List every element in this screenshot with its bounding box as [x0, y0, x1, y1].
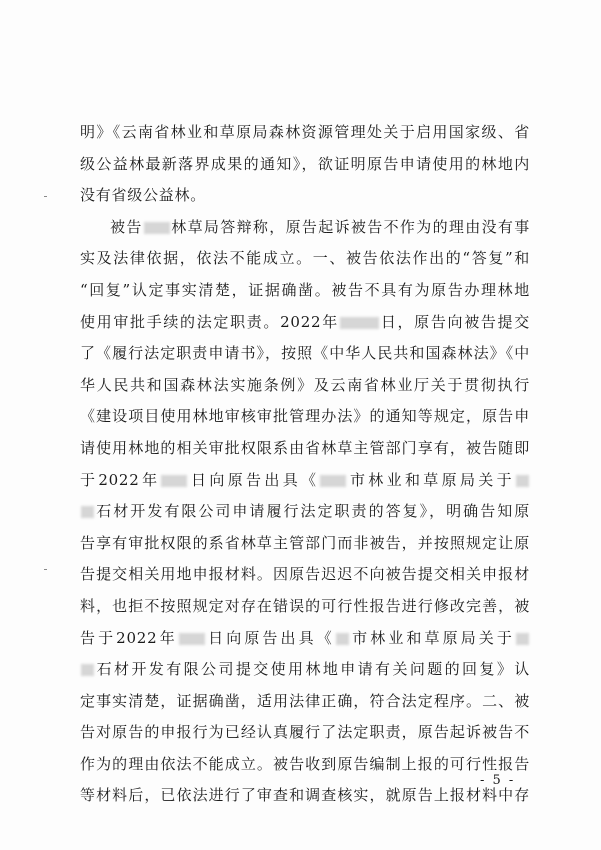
redacted-text [516, 475, 529, 487]
text-line: 等材料后，已依法进行了审查和调查核实，就原告上报材料中存 [80, 786, 530, 805]
text-line: 料，也拒不按照规定对存在错误的可行性报告进行修改完善，被 [80, 596, 530, 615]
text-line: 告提交相关用地申报材料。因原告迟迟不向被告提交相关申报材 [80, 565, 530, 584]
text-line: 没有省级公益林。 [80, 186, 207, 205]
redacted-text [336, 633, 349, 645]
text-line: “回复”认定事实清楚，证据确凿。被告不具有为原告办理林地 [80, 280, 530, 299]
redacted-text [340, 317, 379, 329]
redacted-text [81, 506, 94, 518]
redacted-text [179, 633, 205, 645]
text-line: 了《履行法定职责申请书》，按照《中华人民共和国森林法》《中 [80, 344, 530, 363]
body-text [80, 117, 530, 812]
page-number: - 5 - [480, 773, 516, 788]
text-line: 作为的理由依法不能成立。被告收到原告编制上报的可行性报告 [80, 754, 530, 773]
redacted-text [161, 475, 187, 487]
redacted-text [516, 633, 529, 645]
text-line: 告享有审批权限的系省林草主管部门而非被告，并按照规定让原 [80, 533, 530, 552]
text-line: 实及法律依据，依法不能成立。一、被告依法作出的“答复”和 [80, 249, 530, 268]
text-line: 告对原告的申报行为已经认真履行了法定职责，原告起诉被告不 [80, 723, 530, 742]
text-line: 使用审批手续的法定职责。2022年 日，原告向被告提交 [80, 312, 530, 331]
text-line: 被告 林草局答辩称，原告起诉被告不作为的理由没有事 [110, 217, 530, 236]
text-line: 级公益林最新落界成果的通知》，欲证明原告申请使用的林地内 [80, 154, 530, 173]
scan-speck [44, 196, 47, 197]
scan-speck [44, 569, 47, 570]
text-line: 华人民共和国森林法实施条例》及云南省林业厅关于贯彻执行 [80, 375, 530, 394]
redacted-text [320, 475, 346, 487]
text-line: 石材开发有限公司申请履行法定职责的答复》，明确告知原 [80, 496, 530, 528]
redacted-text [144, 222, 170, 234]
text-line: 请使用林地的相关审批权限系由省林草主管部门享有，被告随即 [80, 438, 530, 457]
text-line: 明》《云南省林业和草原局森林资源管理处关于启用国家级、省 [80, 123, 530, 141]
redacted-text [81, 664, 94, 676]
text-line: 于2022年 日向原告出具《 市林业和草原局关于 [80, 465, 530, 497]
text-line: 《建设项目使用林地审核审批管理办法》的通知等规定，原告申 [80, 407, 530, 426]
text-line: 石材开发有限公司提交使用林地申请有关问题的回复》认 [80, 654, 530, 686]
text-line: 定事实清楚，证据确凿，适用法律正确，符合法定程序。二、被 [80, 691, 530, 710]
text-line: 告于2022年 日向原告出具《 市林业和草原局关于 [80, 623, 530, 655]
